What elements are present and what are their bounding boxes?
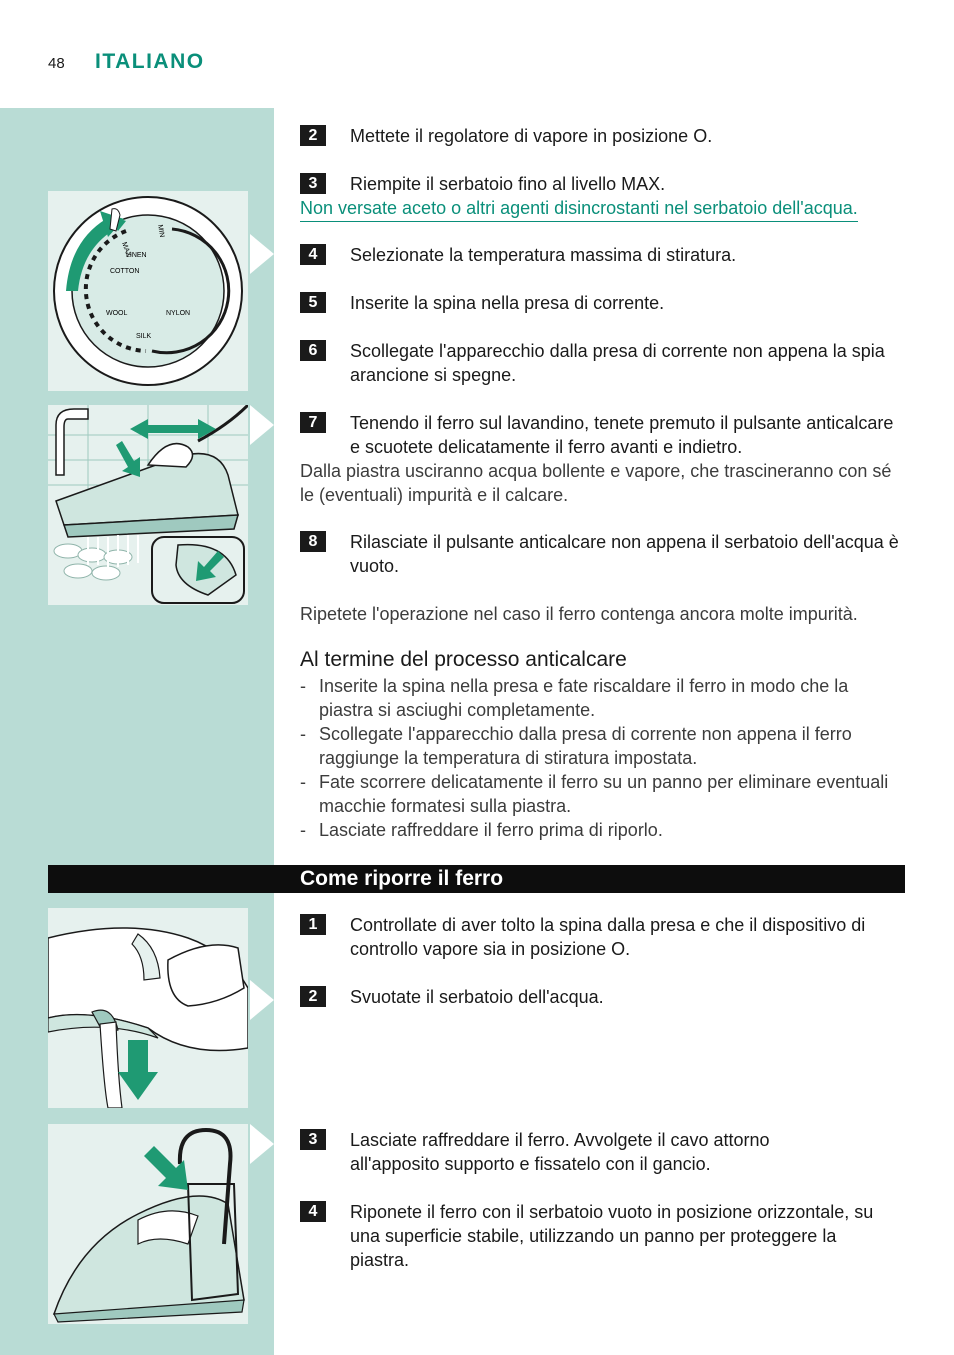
step-text: Riponete il ferro con il serbatoio vuoto in posizione orizzontale, su una superficie stabile, utilizzando un panno per proteggere la piastra.	[350, 1202, 874, 1270]
step-text: Mettete il regolatore di vapore in posizione O.	[350, 126, 713, 146]
storage-step-4	[300, 1200, 900, 1272]
step-text: Svuotate il serbatoio dell'acqua.	[350, 987, 604, 1007]
step-text: Inserite la spina nella presa di corrente.	[350, 293, 665, 313]
list-item: - Scollegate l'apparecchio dalla presa di corrente non appena il ferro raggiunge la temperatura di stiratura impostata.	[300, 722, 900, 770]
list-item: - Inserite la spina nella presa e fate riscaldare il ferro in modo che la piastra si asciughi completamente.	[300, 674, 900, 722]
section-title: Come riporre il ferro	[300, 867, 504, 890]
page-number: 48	[48, 55, 65, 72]
after-descaling-list	[300, 674, 900, 842]
step-7-shake-iron	[300, 411, 900, 459]
step-5-plug-in	[300, 291, 664, 315]
storage-step-1	[300, 913, 905, 961]
language-title: ITALIANO	[95, 50, 205, 73]
step-number: 2	[300, 125, 326, 146]
dial-label-min: MIN	[156, 224, 166, 238]
illustration-pointer	[250, 234, 274, 274]
step-number: 5	[300, 292, 326, 313]
warning-note: Non versate aceto o altri agenti disincrostanti nel serbatoio dell'acqua.	[300, 196, 858, 222]
step-number: 1	[300, 914, 326, 935]
step-number: 3	[300, 1129, 326, 1150]
step-number: 6	[300, 340, 326, 361]
step-4-max-temperature	[300, 243, 736, 267]
storage-step-3	[300, 1128, 860, 1176]
step-number: 4	[300, 244, 326, 265]
dial-label-cotton: COTTON	[110, 268, 140, 275]
cord-storage-illustration	[48, 1124, 248, 1324]
dial-label-silk: SILK	[136, 333, 152, 340]
step-text: Selezionate la temperatura massima di stiratura.	[350, 245, 737, 265]
step-2-steam-position	[300, 124, 712, 148]
dial-label-linen: LINEN	[126, 252, 147, 259]
steam-note: Dalla piastra usciranno acqua bollente e vapore, che trascineranno con sé le (eventuali) impurità e il calcare.	[300, 461, 892, 505]
repeat-note: Ripetete l'operazione nel caso il ferro contenga ancora molte impurità.	[300, 604, 858, 624]
step-number: 3	[300, 173, 326, 194]
step-8-release-button	[300, 530, 900, 578]
illustration-pointer	[250, 1124, 274, 1164]
illustration-pointer	[250, 980, 274, 1020]
step-number: 7	[300, 412, 326, 433]
storage-step-2	[300, 985, 604, 1009]
steam-dial-illustration	[48, 191, 248, 391]
step-text: Riempite il serbatoio fino al livello MAX.	[350, 174, 666, 194]
empty-tank-illustration	[48, 908, 248, 1108]
step-text: Rilasciate il pulsante anticalcare non appena il serbatoio dell'acqua è vuoto.	[350, 532, 899, 576]
step-6-unplug	[300, 339, 900, 387]
dial-label-nylon: NYLON	[166, 310, 191, 317]
list-item: - Lasciate raffreddare il ferro prima di riporlo.	[300, 818, 900, 842]
dial-label-max: MAX	[120, 241, 132, 258]
step-3-fill-tank	[300, 172, 665, 196]
step-number: 8	[300, 531, 326, 552]
dial-label-wool: WOOL	[106, 310, 128, 317]
step-text: Scollegate l'apparecchio dalla presa di corrente non appena la spia arancione si spegne.	[350, 341, 885, 385]
after-descaling-heading: Al termine del processo anticalcare	[300, 648, 627, 671]
step-text: Controllate di aver tolto la spina dalla presa e che il dispositivo di controllo vapore sia in posizione O.	[350, 915, 866, 959]
step-text: Tenendo il ferro sul lavandino, tenete premuto il pulsante anticalcare e scuotete delicatamente il ferro avanti e indietro.	[350, 413, 894, 457]
step-number: 2	[300, 986, 326, 1007]
step-number: 4	[300, 1201, 326, 1222]
descaling-over-sink-illustration	[48, 405, 248, 605]
step-text: Lasciate raffreddare il ferro. Avvolgete il cavo attorno all'apposito supporto e fissatelo con il gancio.	[350, 1130, 770, 1174]
list-item: - Fate scorrere delicatamente il ferro su un panno per eliminare eventuali macchie formatesi sulla piastra.	[300, 770, 900, 818]
illustration-pointer	[250, 405, 274, 445]
